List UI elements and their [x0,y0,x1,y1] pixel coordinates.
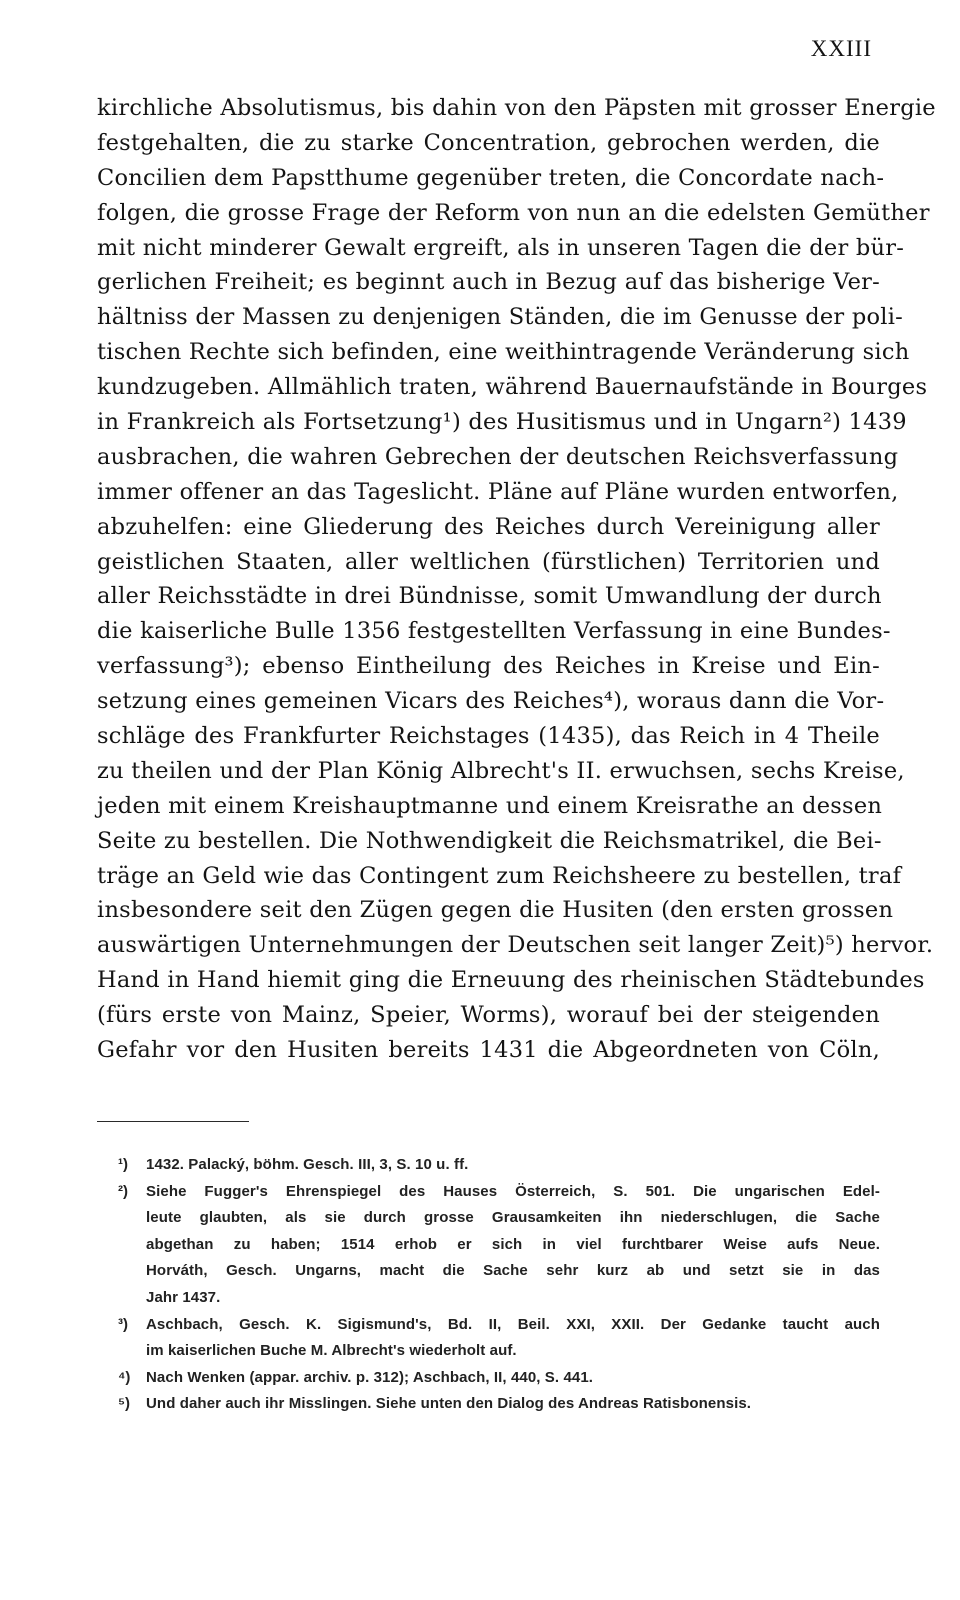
text-line: setzung eines gemeinen Vicars des Reiches⁴), woraus dann die Vor- [97,688,885,715]
footnotes [118,1152,880,1418]
text-line: in Frankreich als Fortsetzung¹) des Husitismus und in Ungarn²) 1439 [97,409,907,436]
text-line: träge an Geld wie das Contingent zum Reichsheere zu bestellen, traf [97,862,902,889]
text-line: Hand in Hand hiemit ging die Erneuung des rheinischen Städtebundes [97,967,925,994]
text-line: insbesondere seit den Zügen gegen die Husiten (den ersten grossen [97,897,894,924]
text-line: immer offener an das Tageslicht. Pläne auf Pläne wurden entworfen, [97,478,899,505]
footnote [118,1179,880,1312]
text-line: jeden mit einem Kreishauptmanne und einem Kreisrathe an dessen [97,792,883,819]
footnote-line: Horváth, Gesch. Ungarns, macht die Sache sehr kurz ab und setzt sie in das [146,1262,880,1280]
text-line: hältniss der Massen zu denjenigen Ständen, die im Genusse der poli- [97,304,904,331]
footnote-marker: ²) [118,1182,128,1200]
footnote-line: Jahr 1437. [146,1288,221,1306]
footnote-line: Siehe Fugger's Ehrenspiegel des Hauses Österreich, S. 501. Die ungarischen Edel- [146,1182,880,1200]
text-line: Concilien dem Papstthume gegenüber treten, die Concordate nach- [97,164,885,191]
footnote-line: Nach Wenken (appar. archiv. p. 312); Aschbach, II, 440, S. 441. [146,1368,594,1386]
footnote-line: im kaiserlichen Buche M. Albrecht's wiederholt auf. [146,1342,517,1360]
footnote-line: 1432. Palacký, böhm. Gesch. III, 3, S. 10 u. ff. [146,1156,469,1173]
footnote [118,1312,880,1365]
footnote [118,1391,880,1418]
text-line: Seite zu bestellen. Die Nothwendigkeit die Reichsmatrikel, die Bei- [97,827,882,854]
footnote-line: leute glaubten, als sie durch grosse Grausamkeiten ihn niederschlugen, die Sache [146,1209,880,1227]
text-line: schläge des Frankfurter Reichstages (1435), das Reich in 4 Theile [97,723,880,750]
text-line: (fürs erste von Mainz, Speier, Worms), worauf bei der steigenden [97,1002,880,1029]
footnote-line: Aschbach, Gesch. K. Sigismund's, Bd. II, Beil. XXI, XXII. Der Gedanke taucht auch [146,1315,880,1333]
footnote-marker: ³) [118,1315,128,1333]
text-line: folgen, die grosse Frage der Reform von nun an die edelsten Gemüther [97,199,930,226]
footnote-text [146,1312,880,1365]
footnote [118,1365,880,1392]
text-line: zu theilen und der Plan König Albrecht's II. erwuchsen, sechs Kreise, [97,757,905,784]
footnote-marker: ⁴) [118,1368,131,1386]
text-line: kirchliche Absolutismus, bis dahin von den Päpsten mit grosser Energie [97,95,936,121]
text-line: die kaiserliche Bulle 1356 festgestellten Verfassung in eine Bundes- [97,618,891,645]
text-line: mit nicht minderer Gewalt ergreift, als in unseren Tagen die der bür- [97,234,905,261]
footnote [118,1152,880,1179]
text-line: auswärtigen Unternehmungen der Deutschen seit langer Zeit)⁵) hervor. [97,932,934,959]
footnote-marker: ⁵) [118,1395,131,1413]
text-line: kundzugeben. Allmählich traten, während Bauernaufstände in Bourges [97,374,928,401]
text-line: geistlichen Staaten, aller weltlichen (fürstlichen) Territorien und [97,548,880,575]
text-line: aller Reichsstädte in drei Bündnisse, somit Umwandlung der durch [97,583,882,610]
footnote-text [146,1391,880,1418]
footnote-line: abgethan zu haben; 1514 erhob er sich in viel furchtbarer Weise aufs Neue. [146,1235,880,1253]
footnote-divider [97,1121,249,1122]
footnote-text [146,1152,880,1179]
footnote-text [146,1179,880,1312]
text-line: ausbrachen, die wahren Gebrechen der deutschen Reichsverfassung [97,443,899,470]
page-number: XXIII [810,36,872,61]
footnote-line: Und daher auch ihr Misslingen. Siehe unten den Dialog des Andreas Ratisbonensis. [146,1395,752,1413]
text-line: tischen Rechte sich befinden, eine weithintragende Veränderung sich [97,339,910,366]
text-line: verfassung³); ebenso Eintheilung des Reiches in Kreise und Ein- [97,653,880,680]
body-text [97,91,936,1068]
text-line: abzuhelfen: eine Gliederung des Reiches durch Vereinigung aller [97,513,880,540]
text-line: Gefahr vor den Husiten bereits 1431 die Abgeordneten von Cöln, [97,1037,880,1064]
text-line: festgehalten, die zu starke Concentration, gebrochen werden, die [97,129,880,156]
footnote-text [146,1365,880,1392]
text-line: gerlichen Freiheit; es beginnt auch in Bezug auf das bisherige Ver- [97,269,880,296]
footnote-marker: ¹) [118,1156,128,1173]
